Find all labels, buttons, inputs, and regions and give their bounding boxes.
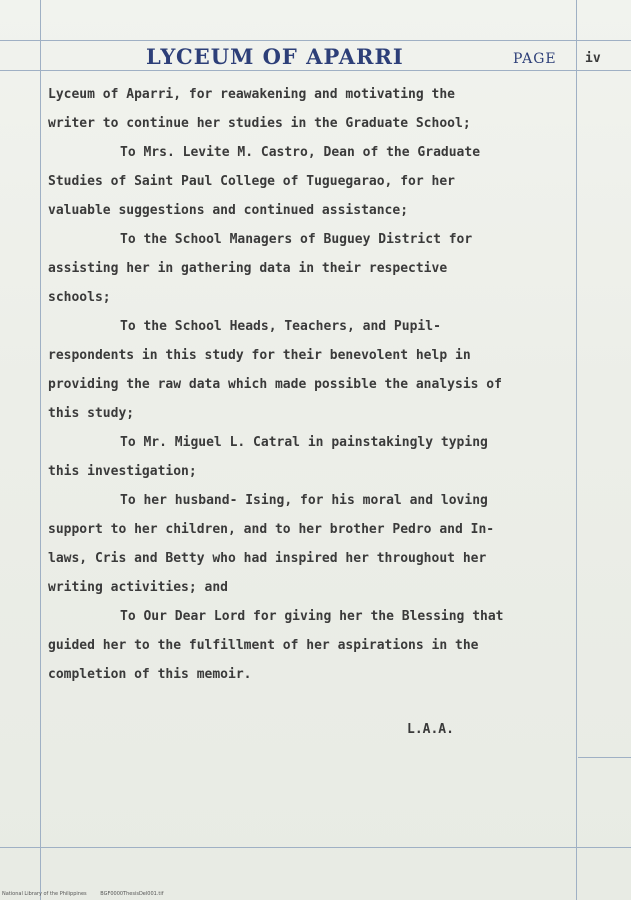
left-margin-line [40,0,41,900]
text-line: To Our Dear Lord for giving her the Blessing that [120,609,504,624]
text-line: support to her children, and to her brother Pedro and In- [48,522,495,537]
right-margin-line [576,0,577,900]
text-line: assisting her in gathering data in their respective [48,261,448,276]
text-line: To Mr. Miguel L. Catral in painstakingly typing [120,435,488,450]
scan-footer [2,891,176,897]
text-line: To the School Managers of Buguey District for [120,232,473,247]
text-line: respondents in this study for their benevolent help in [48,348,471,363]
text-line: laws, Cris and Betty who had inspired her throughout her [48,551,487,566]
text-line: guided her to the fulfillment of her aspirations in the [48,638,479,653]
text-line: this study; [48,406,135,421]
top-rule [0,40,631,41]
margin-rule-right [578,757,631,758]
footer-library: National Library of the Philippines [2,891,87,897]
acknowledgment-text [48,80,568,689]
text-line: To her husband- Ising, for his moral and loving [120,493,488,508]
text-line: To Mrs. Levite M. Castro, Dean of the Graduate [120,145,481,160]
header-rule [0,70,631,71]
document-title: LYCEUM OF APARRI [146,44,404,69]
page-number: iv [585,51,601,66]
text-line: this investigation; [48,464,197,479]
text-line: Studies of Saint Paul College of Tuguegarao, for her [48,174,455,189]
signature-initials: L.A.A. [407,722,454,737]
text-line: providing the raw data which made possible the analysis of [48,377,502,392]
text-line: schools; [48,290,111,305]
bottom-rule [0,847,631,848]
text-line: valuable suggestions and continued assistance; [48,203,409,218]
text-line: writer to continue her studies in the Graduate School; [48,116,471,131]
text-line: To the School Heads, Teachers, and Pupil- [120,319,441,334]
text-line: Lyceum of Aparri, for reawakening and motivating the [48,87,455,102]
text-line: completion of this memoir. [48,667,252,682]
text-line: writing activities; and [48,580,229,595]
page-label: PAGE [513,51,557,67]
footer-code: BGF0000ThesisDel001.tif [100,891,164,897]
